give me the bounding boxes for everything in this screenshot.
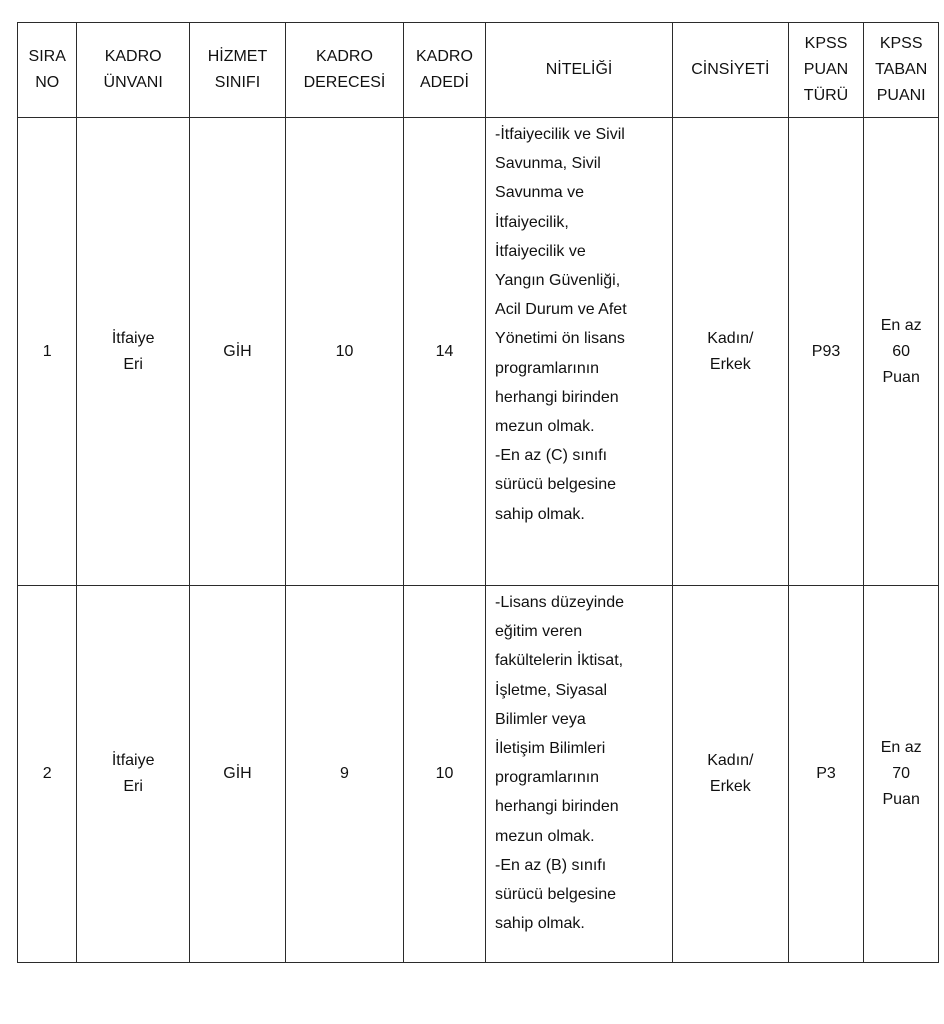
cell-sira-no: 2 bbox=[18, 586, 77, 963]
header-kpss-puan-turu: KPSS PUAN TÜRÜ bbox=[788, 23, 864, 118]
header-kpss-taban-puani: KPSS TABAN PUANI bbox=[864, 23, 939, 118]
cell-niteligi: -Lisans düzeyinde eğitim veren fakültelerin İktisat, İşletme, Siyasal Bilimler veya İletişim Bilimleri programlarının herhangi birinden mezun olmak. -En az (B) sınıfı sürücü belgesine sahip olmak. bbox=[486, 586, 673, 963]
table-row bbox=[18, 586, 939, 963]
header-niteligi: NİTELİĞİ bbox=[486, 23, 673, 118]
cell-hizmet-sinifi: GİH bbox=[189, 586, 285, 963]
cell-kpss-taban-puani: En az 70 Puan bbox=[864, 586, 939, 963]
cell-cinsiyeti: Kadın/ Erkek bbox=[673, 586, 789, 963]
cell-sira-no: 1 bbox=[18, 118, 77, 586]
cell-cinsiyeti: Kadın/ Erkek bbox=[673, 118, 789, 586]
table-header-row bbox=[18, 23, 939, 118]
cell-kadro-derecesi: 10 bbox=[286, 118, 404, 586]
cell-kpss-taban-puani: En az 60 Puan bbox=[864, 118, 939, 586]
header-kadro-derecesi: KADRO DERECESİ bbox=[286, 23, 404, 118]
table-row bbox=[18, 118, 939, 586]
header-sira-no: SIRA NO bbox=[18, 23, 77, 118]
cell-kadro-adedi: 10 bbox=[403, 586, 485, 963]
staff-position-table bbox=[17, 22, 939, 963]
cell-niteligi: -İtfaiyecilik ve Sivil Savunma, Sivil Savunma ve İtfaiyecilik, İtfaiyecilik ve Yangın Güvenliği, Acil Durum ve Afet Yönetimi ön lisans programlarının herhangi birinden mezun olmak. -En az (C) sınıfı sürücü belgesine sahip olmak. bbox=[486, 118, 673, 586]
header-cinsiyeti: CİNSİYETİ bbox=[673, 23, 789, 118]
cropped-top-text bbox=[310, 0, 710, 7]
cell-hizmet-sinifi: GİH bbox=[189, 118, 285, 586]
header-hizmet-sinifi: HİZMET SINIFI bbox=[189, 23, 285, 118]
cell-kpss-puan-turu: P3 bbox=[788, 586, 864, 963]
cell-kadro-derecesi: 9 bbox=[286, 586, 404, 963]
header-kadro-unvani: KADRO ÜNVANI bbox=[77, 23, 189, 118]
cell-kadro-unvani: İtfaiye Eri bbox=[77, 586, 189, 963]
header-kadro-adedi: KADRO ADEDİ bbox=[403, 23, 485, 118]
cell-kadro-adedi: 14 bbox=[403, 118, 485, 586]
cell-kadro-unvani: İtfaiye Eri bbox=[77, 118, 189, 586]
cell-kpss-puan-turu: P93 bbox=[788, 118, 864, 586]
